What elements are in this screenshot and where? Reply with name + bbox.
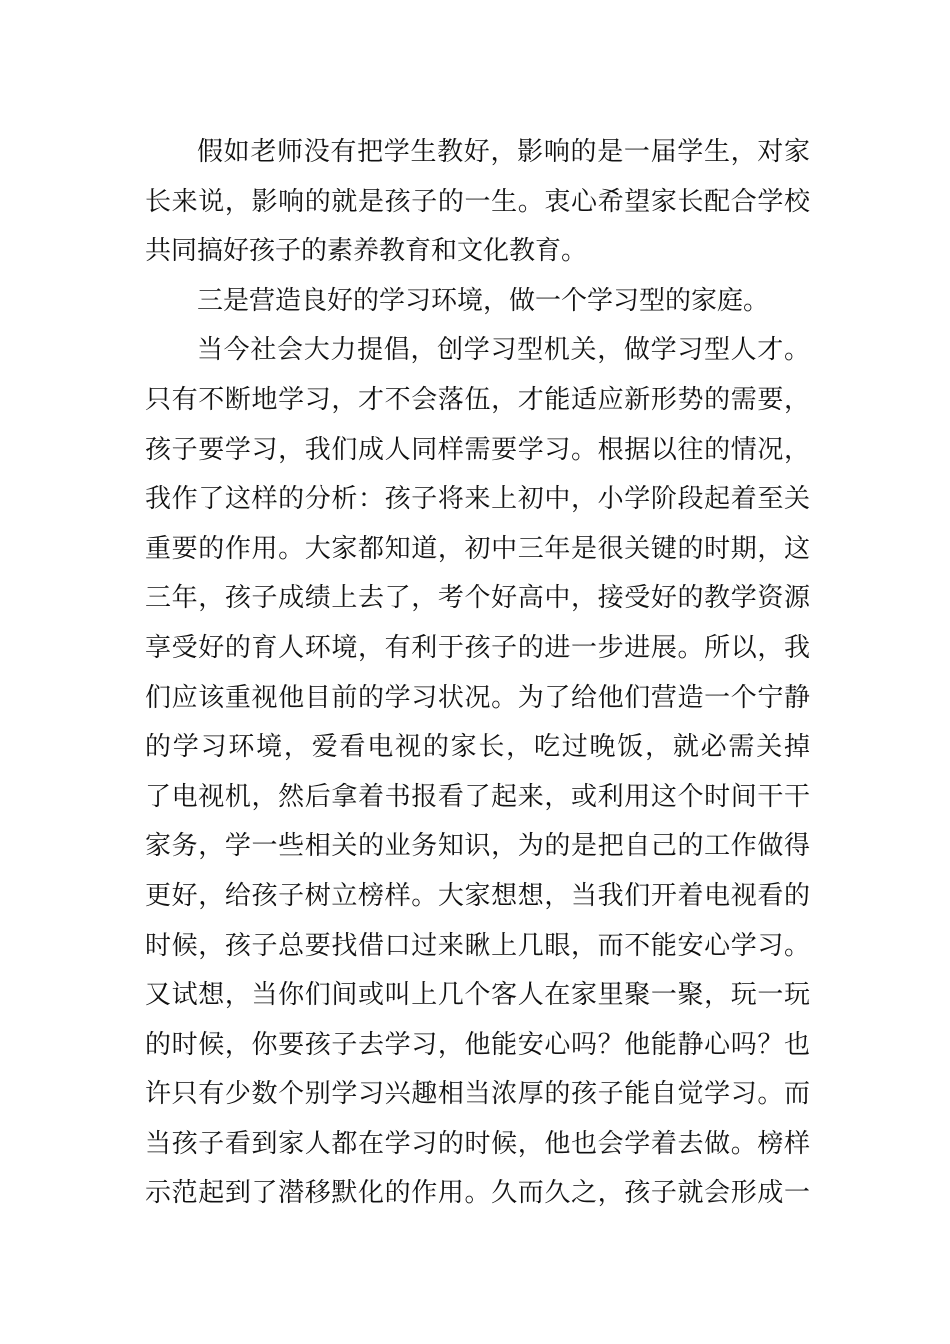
- text-line: 三年，孩子成绩上去了，考个好高中，接受好的教学资源: [145, 583, 810, 614]
- text-line: 当今社会大力提倡，创学习型机关，做学习型人才。: [197, 335, 810, 366]
- document-body: [145, 128, 810, 1219]
- text-line: 我作了这样的分析：孩子将来上初中，小学阶段起着至关: [145, 484, 810, 515]
- text-line: 假如老师没有把学生教好，影响的是一届学生，对家: [197, 137, 810, 167]
- text-line: 孩子要学习，我们成人同样需要学习。根据以往的情况，: [145, 434, 810, 465]
- text-line: 的学习环境，爱看电视的家长，吃过晚饭，就必需关掉: [145, 732, 810, 763]
- text-line: 示范起到了潜移默化的作用。久而久之，孩子就会形成一: [145, 1178, 810, 1209]
- text-line: 长来说，影响的就是孩子的一生。衷心希望家长配合学校: [145, 186, 810, 217]
- text-line: 三是营造良好的学习环境，做一个学习型的家庭。: [197, 285, 770, 316]
- text-line: 只有不断地学习，才不会落伍，才能适应新形势的需要，: [145, 384, 810, 415]
- text-line: 重要的作用。大家都知道，初中三年是很关键的时期，这: [145, 533, 810, 564]
- text-line: 时候，孩子总要找借口过来瞅上几眼，而不能安心学习。: [145, 930, 810, 961]
- text-line: 又试想，当你们间或叫上几个客人在家里聚一聚，玩一玩: [145, 980, 810, 1011]
- text-line: 家务，学一些相关的业务知识，为的是把自己的工作做得: [145, 831, 810, 862]
- text-line: 们应该重视他目前的学习状况。为了给他们营造一个宁静: [145, 682, 810, 713]
- text-line: 更好，给孩子树立榜样。大家想想，当我们开着电视看的: [145, 880, 810, 911]
- text-line: 共同搞好孩子的素养教育和文化教育。: [145, 236, 588, 267]
- text-line: 享受好的育人环境，有利于孩子的进一步进展。所以，我: [145, 632, 810, 663]
- text-line: 当孩子看到家人都在学习的时候，他也会学着去做。榜样: [145, 1128, 810, 1159]
- text-line: 许只有少数个别学习兴趣相当浓厚的孩子能自觉学习。而: [145, 1079, 810, 1110]
- text-line: 了电视机，然后拿着书报看了起来，或利用这个时间干干: [145, 781, 810, 812]
- text-line: 的时候，你要孩子去学习，他能安心吗？他能静心吗？也: [145, 1029, 810, 1060]
